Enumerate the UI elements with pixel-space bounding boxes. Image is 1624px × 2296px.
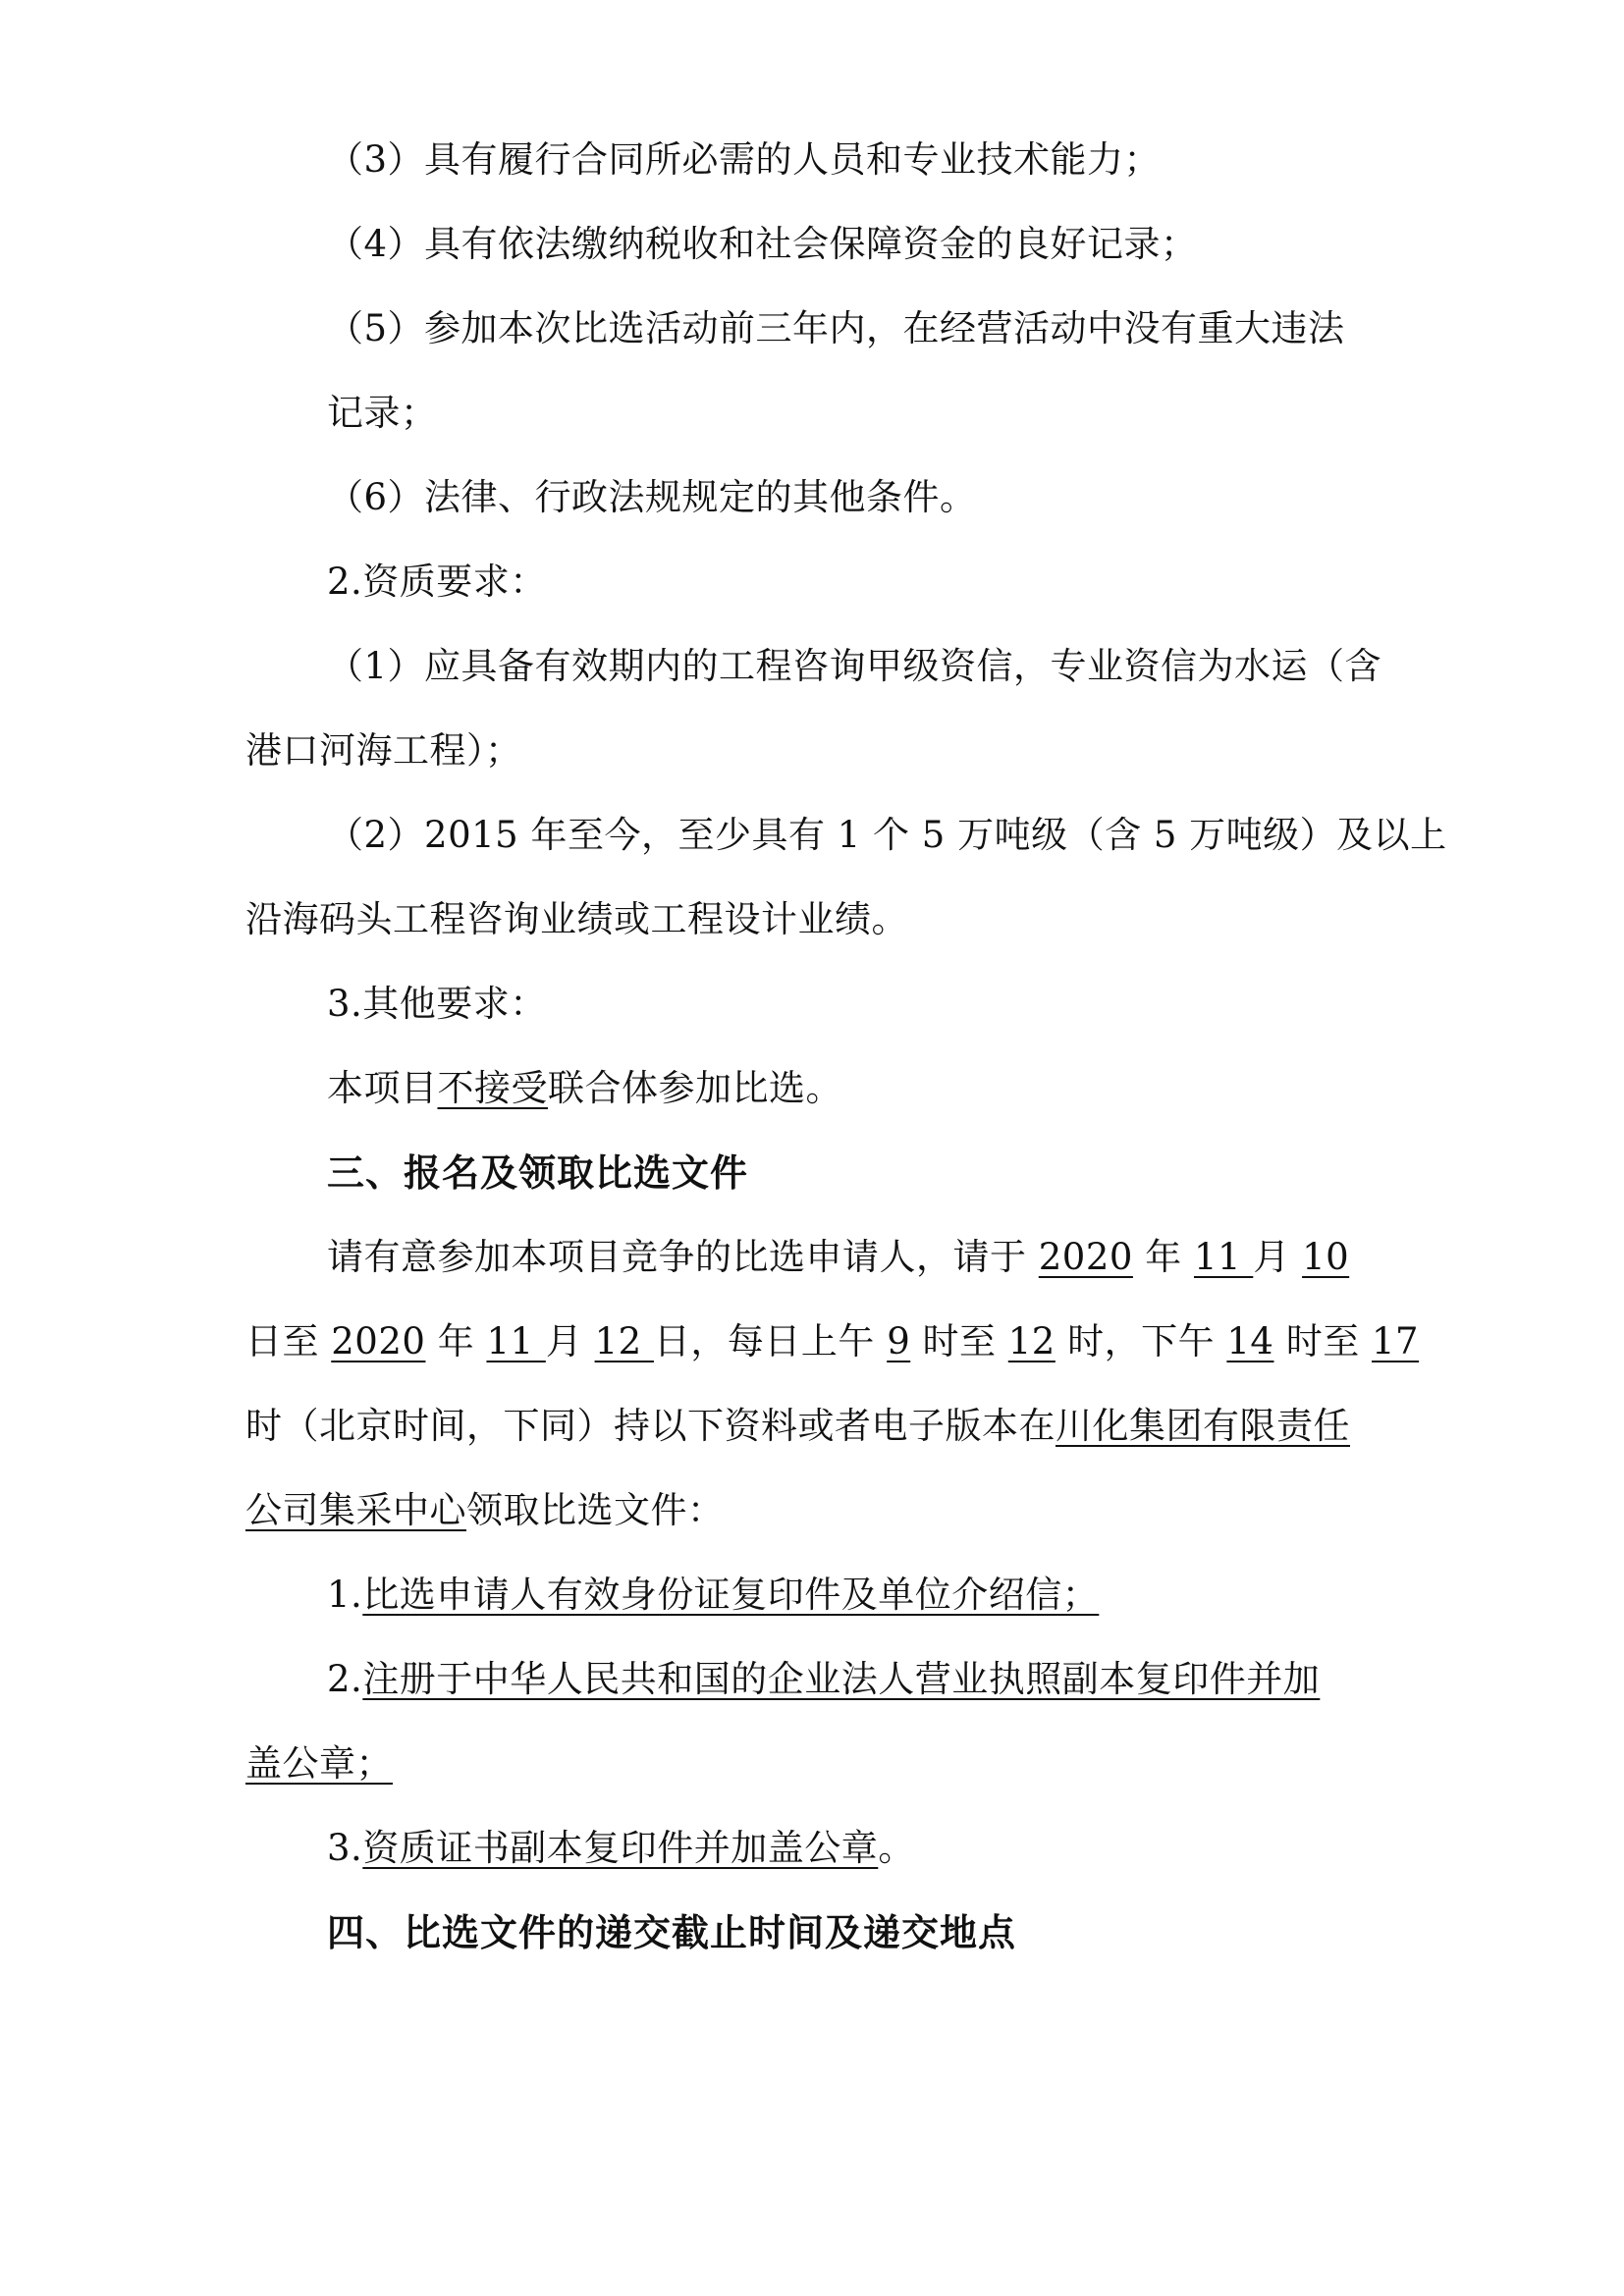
afternoon-end-hour: 17 — [1372, 1320, 1420, 1362]
end-year: 2020 — [331, 1320, 426, 1362]
qualification-1: （1）应具备有效期内的工程咨询甲级资信，专业资信为水运（含 — [327, 645, 1382, 687]
afternoon-start-hour: 14 — [1226, 1320, 1274, 1362]
qualification-2: （2）2015 年至今，至少具有 1 个 5 万吨级（含 5 万吨级）及以上 — [327, 814, 1447, 856]
morning-end-hour: 12 — [1007, 1320, 1056, 1362]
registration-text-f: 月 — [545, 1320, 595, 1362]
end-month: 11 — [486, 1320, 546, 1362]
registration-para-line2 — [245, 1312, 1419, 1371]
end-day: 12 — [594, 1320, 654, 1362]
doc-item-3-num: 3. — [327, 1827, 363, 1869]
consortium-note — [327, 1059, 842, 1118]
doc-item-2 — [327, 1650, 1320, 1709]
doc-item-2-cont — [245, 1735, 393, 1793]
other-requirements-heading: 3.其他要求： — [327, 983, 547, 1025]
registration-place-part1: 川化集团有限责任 — [1056, 1405, 1350, 1447]
registration-place-part2: 公司集采中心 — [245, 1489, 466, 1531]
registration-text-c: 月 — [1253, 1236, 1303, 1278]
registration-text-k: 时至 — [1273, 1320, 1373, 1362]
doc-item-3-text: 资质证书副本复印件并加盖公章 — [362, 1827, 879, 1869]
start-year: 2020 — [1038, 1236, 1133, 1278]
qualification-1-cont: 港口河海工程）； — [245, 729, 522, 772]
registration-para-line4 — [245, 1481, 725, 1540]
doc-item-3-end: 。 — [878, 1827, 915, 1869]
consortium-note-a: 本项目 — [327, 1067, 438, 1109]
doc-item-2-num: 2. — [327, 1658, 363, 1700]
registration-text-b: 年 — [1132, 1236, 1194, 1278]
requirement-4: （4）具有依法缴纳税收和社会保障资金的良好记录； — [327, 223, 1198, 265]
doc-item-1 — [327, 1566, 1099, 1625]
registration-text-j: 时，下午 — [1055, 1320, 1227, 1362]
doc-item-1-text: 比选申请人有效身份证复印件及单位介绍信； — [362, 1574, 1100, 1616]
registration-text-d: 日至 — [245, 1320, 332, 1362]
doc-item-2-text: 注册于中华人民共和国的企业法人营业执照副本复印件并加 — [362, 1658, 1321, 1700]
morning-start-hour: 9 — [887, 1320, 911, 1362]
qualification-heading: 2.资质要求： — [327, 561, 547, 603]
registration-text-e: 年 — [425, 1320, 487, 1362]
start-day: 10 — [1302, 1236, 1350, 1278]
doc-item-1-num: 1. — [327, 1574, 363, 1616]
start-month: 11 — [1193, 1236, 1254, 1278]
section-4-heading: 四、比选文件的递交截止时间及递交地点 — [327, 1911, 1017, 1954]
registration-text-i: 时至 — [910, 1320, 1008, 1362]
registration-para-line1 — [327, 1228, 1349, 1287]
requirement-5-cont: 记录； — [327, 392, 438, 434]
registration-text-l: 时（北京时间，下同）持以下资料或者电子版本在 — [245, 1405, 1056, 1447]
doc-item-2-text-cont: 盖公章； — [245, 1742, 393, 1785]
qualification-2-cont: 沿海码头工程咨询业绩或工程设计业绩。 — [245, 898, 908, 940]
registration-text-a: 请有意参加本项目竞争的比选申请人，请于 — [327, 1236, 1039, 1278]
requirement-6: （6）法律、行政法规规定的其他条件。 — [327, 476, 977, 518]
consortium-note-c: 联合体参加比选。 — [548, 1067, 842, 1109]
registration-para-line3 — [245, 1397, 1350, 1456]
consortium-note-not-accepted: 不接受 — [437, 1067, 548, 1109]
registration-text-m: 领取比选文件： — [466, 1489, 725, 1531]
section-3-heading: 三、报名及领取比选文件 — [327, 1151, 749, 1195]
registration-text-g: 日，每日上午 — [653, 1320, 888, 1362]
doc-item-3 — [327, 1819, 915, 1878]
requirement-3: （3）具有履行合同所必需的人员和专业技术能力； — [327, 138, 1162, 181]
requirement-5: （5）参加本次比选活动前三年内，在经营活动中没有重大违法 — [327, 307, 1345, 349]
